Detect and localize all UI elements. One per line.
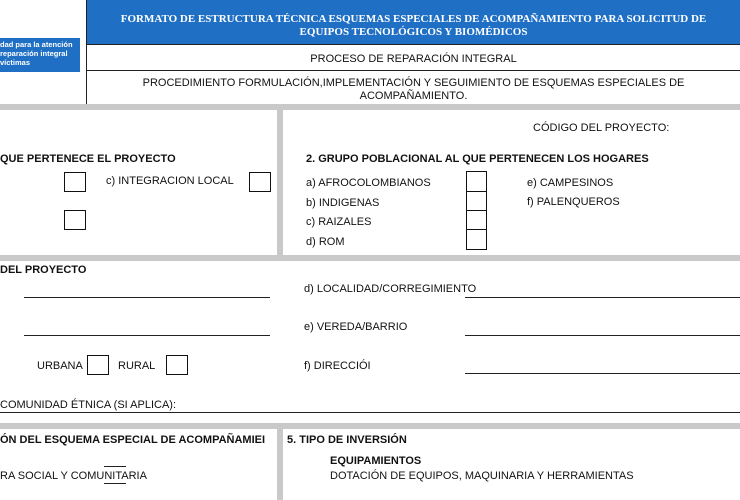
field-line-b[interactable] (24, 335, 270, 336)
header-title-band (87, 0, 740, 44)
logo-text-3: víctimas (0, 58, 31, 67)
urbana-checkbox[interactable] (87, 355, 109, 375)
section1-checkbox-b[interactable] (64, 210, 86, 230)
field-f-label: f) DIRECCIÓI (304, 360, 371, 372)
rural-label: RURAL (118, 360, 156, 372)
option-campesinos: e) CAMPESINOS (527, 177, 614, 189)
procedure-line1: PROCEDIMIENTO FORMULACIÓN,IMPLEMENTACIÓN Y SEGUIMIENTO DE ESQUEMAS ESPECIALES DE (142, 77, 685, 89)
checkbox-rom[interactable] (466, 229, 487, 250)
ethnic-line[interactable] (0, 412, 740, 413)
header-title-line1: FORMATO DE ESTRUCTURA TÉCNICA ESQUEMAS ESPECIALES DE ACOMPAÑAMIENTO PARA SOLICITUD DE (120, 13, 707, 25)
checkbox-indigenas[interactable] (466, 191, 487, 211)
field-e-line[interactable] (465, 335, 740, 336)
option-c-label: c) INTEGRACION LOCAL (106, 175, 234, 187)
logo-text-1: dad para la atención (0, 40, 73, 49)
section2-heading: 2. GRUPO POBLACIONAL AL QUE PERTENECEN LOS HOGARES (306, 153, 649, 165)
checkbox-afrocolombianos[interactable] (466, 171, 487, 192)
checkbox-raizales[interactable] (466, 210, 487, 230)
option-palenqueros: f) PALENQUEROS (527, 196, 620, 208)
procedure-line2: ACOMPAÑAMIENTO. (359, 90, 468, 102)
header-title-line2: EQUIPOS TECNOLÓGICOS Y BIOMÉDICOS (299, 26, 528, 38)
logo-text-2: reparación integral (0, 49, 68, 58)
section4-item-underline (104, 483, 126, 484)
section4-heading: ÓN DEL ESQUEMA ESPECIAL DE ACOMPAÑAMIEI (0, 434, 266, 446)
urbana-label: URBANA (37, 360, 83, 372)
ethnic-label: COMUNIDAD ÉTNICA (SI APLICA): (0, 399, 177, 411)
option-afrocolombianos: a) AFROCOLOMBIANOS (306, 177, 431, 189)
section5-heading: 5. TIPO DE INVERSIÓN (287, 434, 407, 446)
header-logo-area (0, 0, 87, 104)
project-code-label: CÓDIGO DEL PROYECTO: (533, 122, 670, 134)
option-indigenas: b) INDIGENAS (306, 197, 380, 209)
field-d-line[interactable] (465, 297, 740, 298)
process-label: PROCESO DE REPARACIÓN INTEGRAL (310, 53, 517, 65)
option-rom: d) ROM (306, 236, 345, 248)
section4-item-overline (104, 466, 126, 467)
section1-checkbox-c[interactable] (249, 172, 271, 192)
section1-heading: QUE PERTENECE EL PROYECTO (0, 153, 176, 165)
section1-checkbox-a[interactable] (64, 172, 86, 192)
field-f-line[interactable] (465, 373, 740, 374)
rural-checkbox[interactable] (166, 355, 188, 375)
field-line-a[interactable] (24, 297, 270, 298)
section5-subheading: EQUIPAMIENTOS (330, 455, 422, 467)
field-d-label: d) LOCALIDAD/CORREGIMIENTO (304, 283, 477, 295)
section4-item: RA SOCIAL Y COMUNITARIA (0, 470, 147, 482)
option-raizales: c) RAIZALES (306, 216, 372, 228)
field-e-label: e) VEREDA/BARRIO (304, 321, 408, 333)
section5-item: DOTACIÓN DE EQUIPOS, MAQUINARIA Y HERRAMIENTAS (330, 470, 634, 482)
section3-heading: DEL PROYECTO (0, 264, 87, 276)
